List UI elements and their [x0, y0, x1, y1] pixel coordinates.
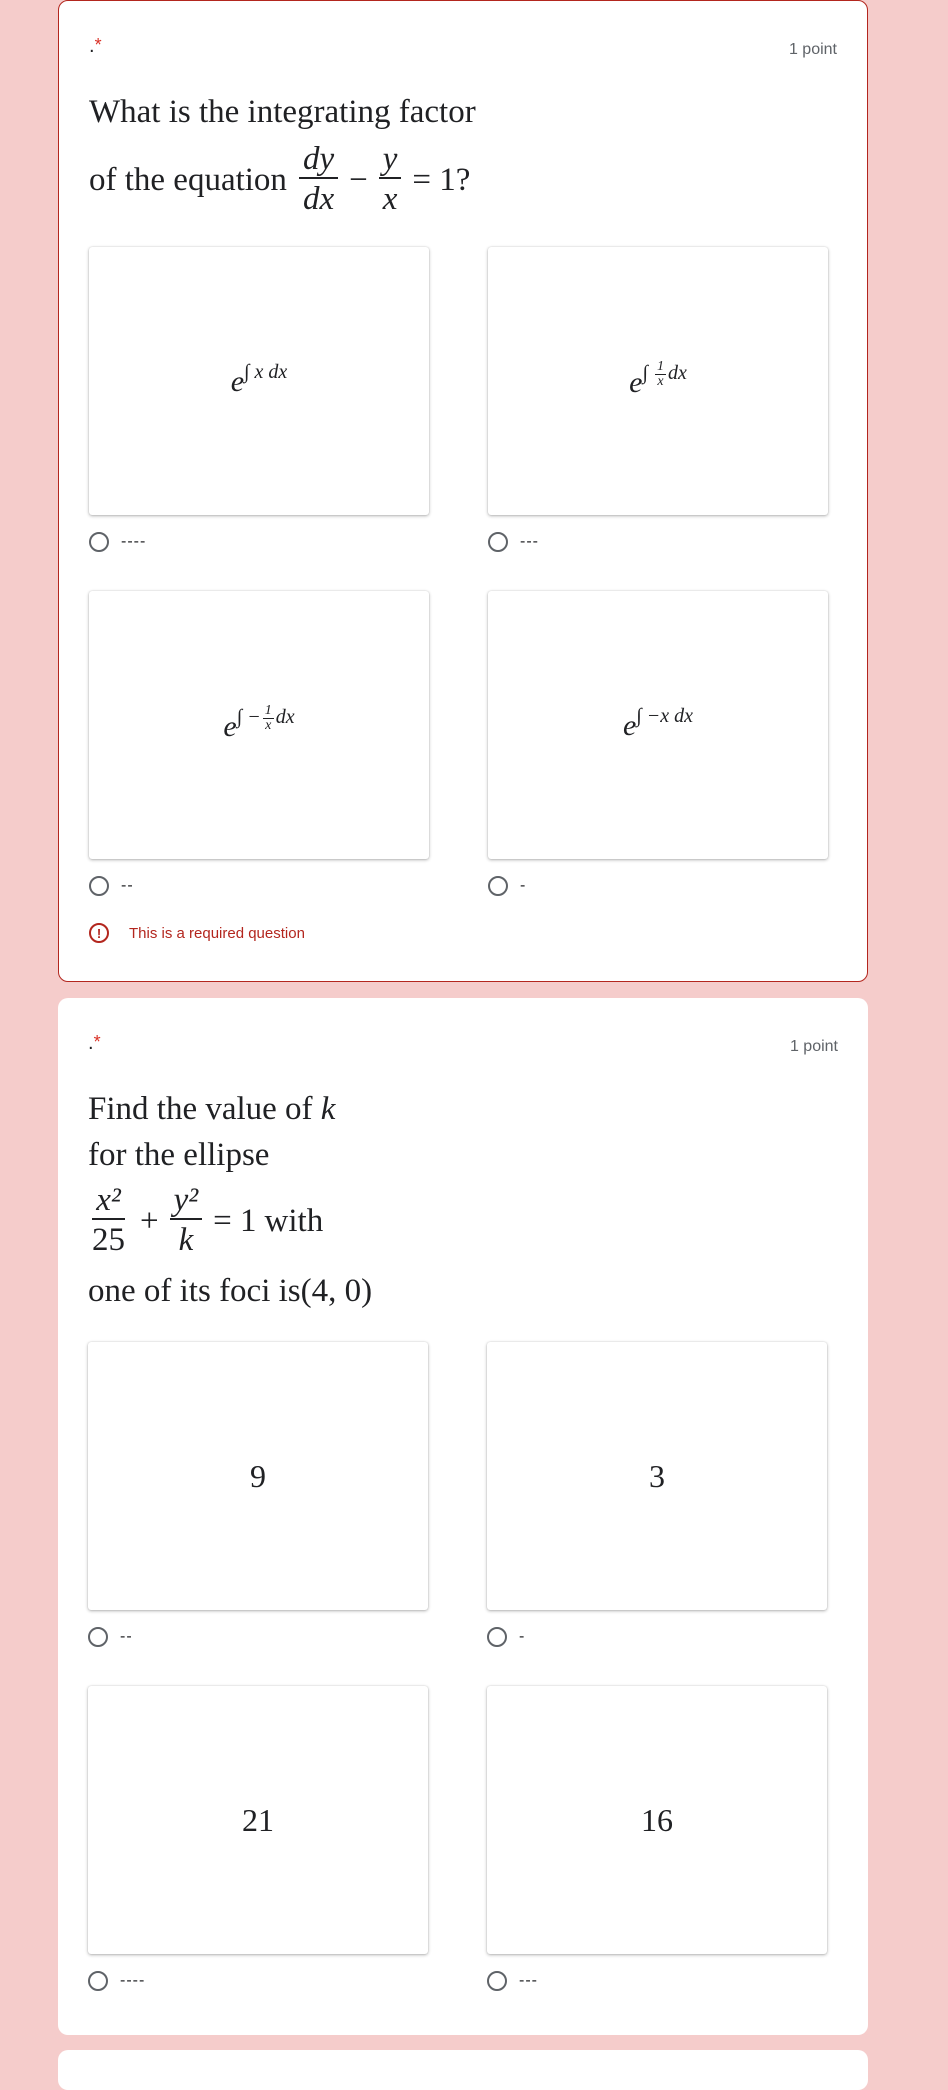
- radio-button[interactable]: [88, 1627, 108, 1647]
- required-asterisk: *: [93, 1032, 101, 1052]
- question-title-line3: $\frac{\text{x²}}{25}$ + $\frac{\text{y²}}{k}$ = 1 with: [88, 1182, 323, 1260]
- option-a[interactable]: 9: [88, 1342, 428, 1610]
- radio-button[interactable]: [88, 1971, 108, 1991]
- option-image-b[interactable]: $e^{\int \frac{1}{x} dx}$: [488, 247, 828, 515]
- option-radio-c[interactable]: --: [89, 876, 134, 896]
- radio-button[interactable]: [89, 876, 109, 896]
- fraction-y2-k: $\frac{\text{y²}}{k}$: [170, 1182, 203, 1260]
- radio-button[interactable]: [89, 532, 109, 552]
- option-radio-b[interactable]: ---: [488, 532, 539, 552]
- question-title-line2: of the equation $\frac{dy}{dx}$ − $\frac{y}{x}$ = 1?: [89, 141, 471, 217]
- radio-button[interactable]: [487, 1627, 507, 1647]
- radio-button[interactable]: [487, 1971, 507, 1991]
- points-label: 1 point: [788, 41, 837, 58]
- option-radio-a[interactable]: --: [88, 1627, 133, 1647]
- points-label: 1 point: [789, 1038, 838, 1055]
- option-image-d[interactable]: $e^{\int -x dx}$: [488, 591, 828, 859]
- option-d[interactable]: 16: [487, 1686, 827, 1954]
- option-b[interactable]: 3: [487, 1342, 827, 1610]
- question-marker: .*: [88, 1032, 101, 1054]
- option-radio-d[interactable]: ---: [487, 1971, 538, 1991]
- required-error: [89, 923, 305, 943]
- question-title-line2: for the ellipse: [88, 1137, 270, 1173]
- option-radio-d[interactable]: -: [488, 876, 526, 896]
- fraction-y-x: $\frac{y}{x}$: [379, 141, 402, 219]
- radio-button[interactable]: [488, 532, 508, 552]
- fraction-x2-25: $\frac{\text{x²}}{25}$: [92, 1182, 125, 1258]
- question-card-2: [58, 998, 868, 2035]
- required-asterisk: *: [94, 35, 102, 55]
- question-title-line1: Find the value of k: [88, 1091, 336, 1127]
- option-c[interactable]: 21: [88, 1686, 428, 1954]
- question-card-1: [58, 0, 868, 982]
- question-title-line4: one of its foci is(4, 0): [88, 1273, 373, 1309]
- error-icon: !: [89, 923, 109, 943]
- question-marker: .*: [89, 35, 102, 57]
- question-card-3-partial: [58, 2050, 868, 2090]
- question-title-line1: What is the integrating factor: [89, 94, 476, 130]
- radio-button[interactable]: [488, 876, 508, 896]
- fraction-dy-dx: $\frac{dy}{dx}$: [299, 141, 338, 219]
- required-message: This is a required question: [129, 924, 305, 942]
- option-radio-c[interactable]: ----: [88, 1971, 145, 1991]
- option-radio-a[interactable]: ----: [89, 532, 146, 552]
- option-image-a[interactable]: $e^{\int x dx}$: [89, 247, 429, 515]
- option-image-c[interactable]: $e^{\int - \frac{1}{x} dx}$: [89, 591, 429, 859]
- option-radio-b[interactable]: -: [487, 1627, 525, 1647]
